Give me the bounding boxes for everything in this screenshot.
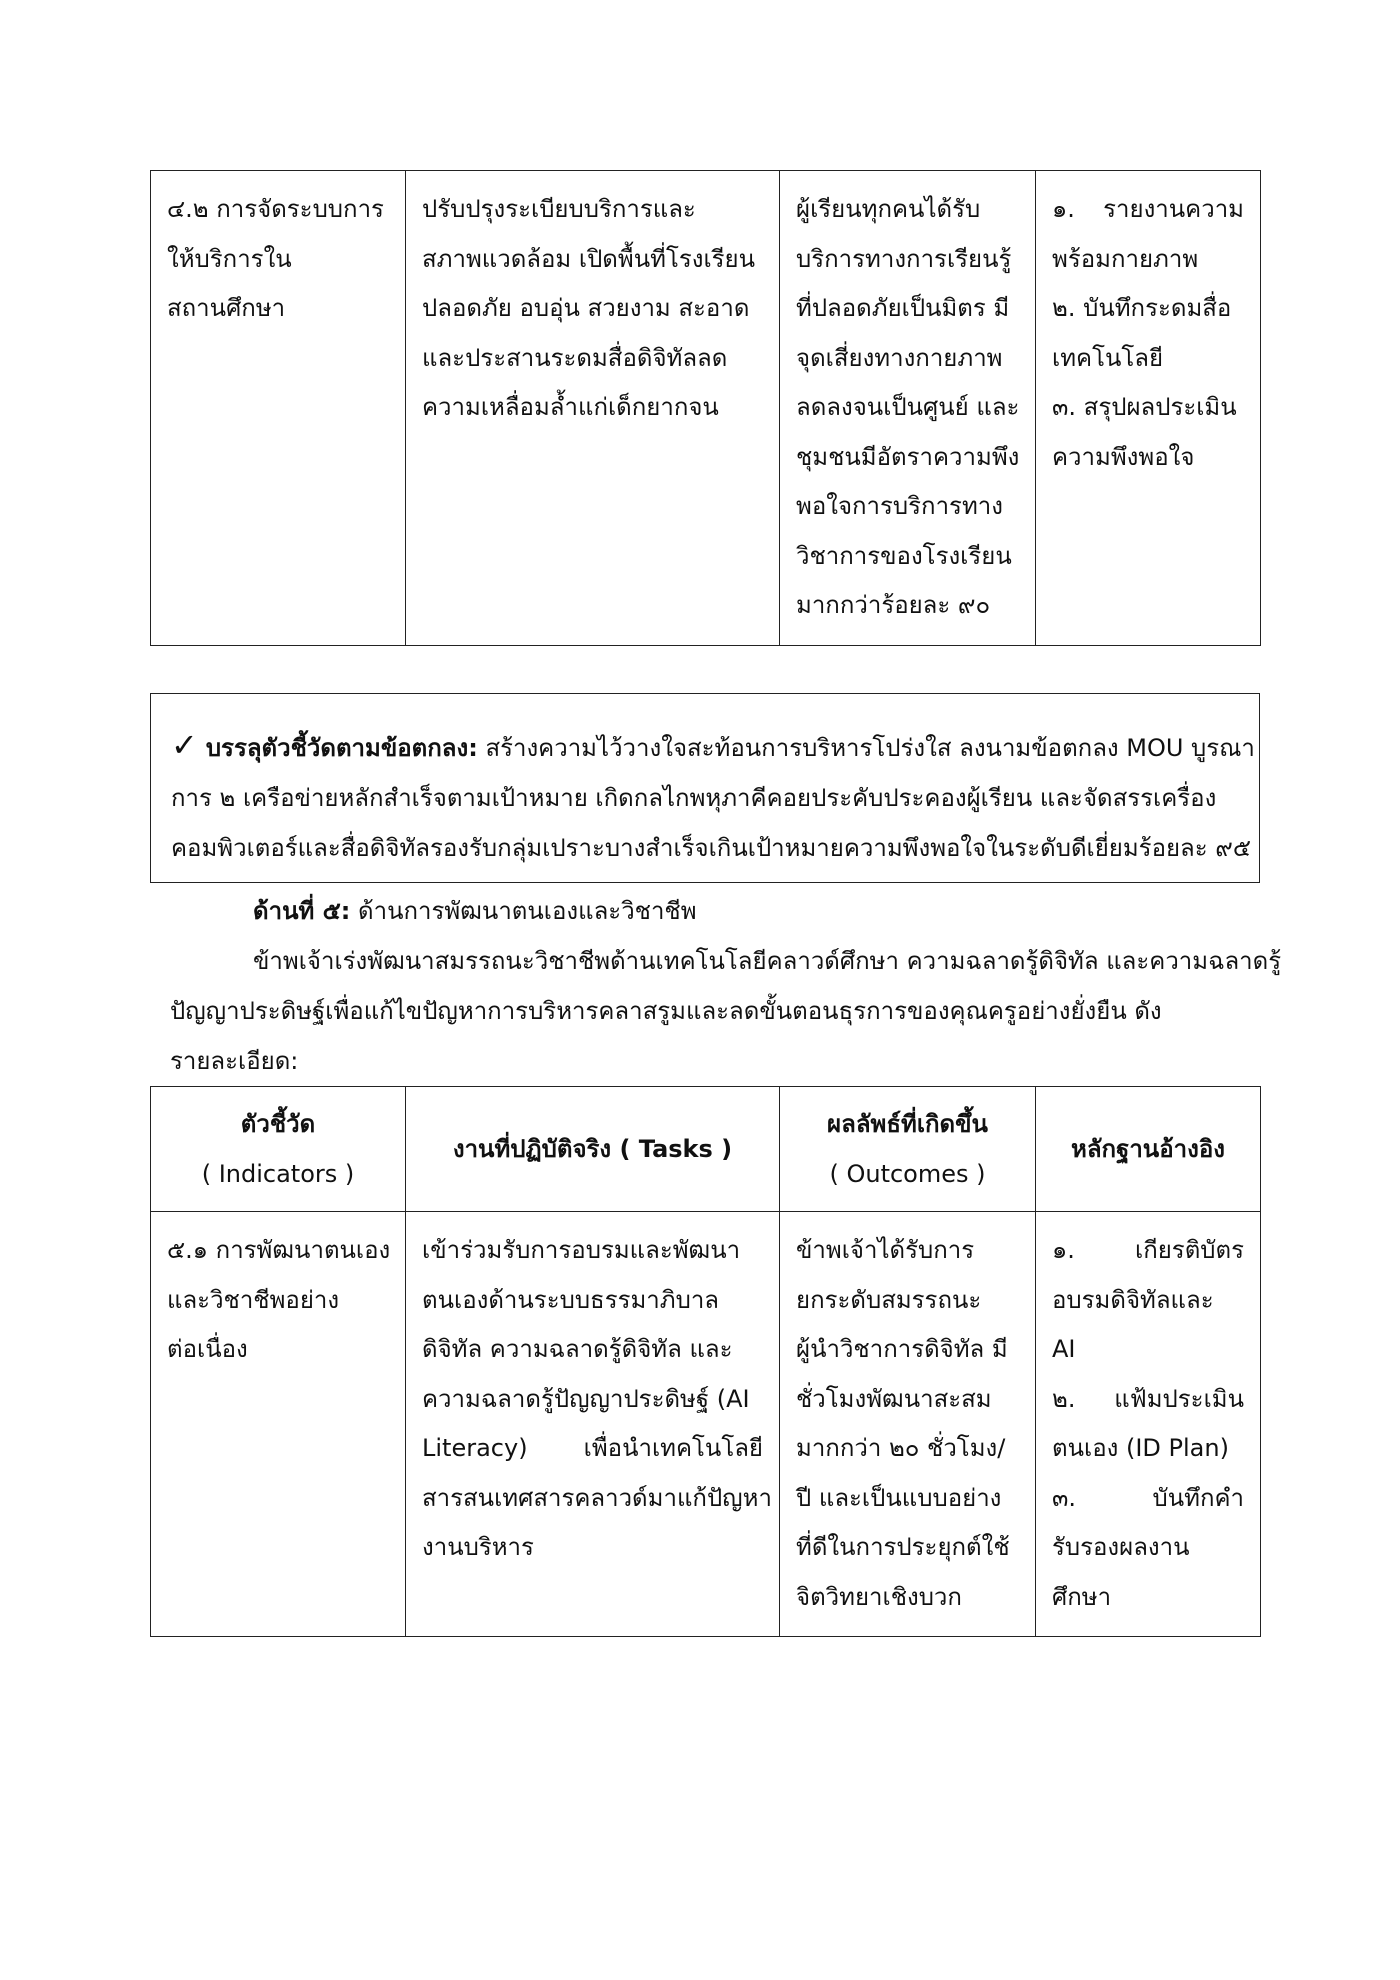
header-line: ตัวชี้วัด [240,1110,316,1138]
cell-line: ดิจิทัล ความฉลาดรู้ดิจิทัล และ [422,1335,733,1363]
cell-line: ๒. แฟ้มประเมิน [1052,1384,1244,1413]
cell-line: ให้บริการใน [167,244,292,273]
cell-line: สถานศึกษา [167,294,286,322]
cell-line: ปรับปรุงระเบียบบริการและ [422,195,696,223]
performance-table-section4 [150,170,1261,646]
agreement-line [171,720,1255,773]
header-evidence [1036,1087,1261,1212]
cell-line: ความฉลาดรู้ปัญญาประดิษฐ์ (AI [422,1384,750,1413]
cell-line: ชุมชนมีอัตราความพึง [796,442,1020,471]
cell-line: จุดเสี่ยงทางกายภาพ [796,343,1003,372]
cell-line: ที่ปลอดภัยเป็นมิตร มี [796,294,1010,322]
cell-line: จิตวิทยาเชิงบวก [796,1582,962,1611]
section-heading [253,886,697,936]
cell-line: ความเหลื่อมล้ำแก่เด็กยากจน [422,393,719,421]
cell-line: พอใจการบริการทาง [796,492,1003,520]
header-tasks [406,1087,780,1212]
paragraph-line: รายละเอียด: [170,1047,299,1075]
evidence-cell [1036,1212,1261,1637]
agreement-line: คอมพิวเตอร์และสื่อดิจิทัลรองรับกลุ่มเปราะบางสำเร็จเกินเป้าหมายความพึงพอใจในระดับดีเยี่ยมร้อยละ ๙๕ [171,834,1252,862]
cell-line: ผู้นำวิชาการดิจิทัล มี [796,1335,1008,1363]
table-header-row [151,1087,1261,1212]
indicator-cell [151,1212,406,1637]
cell-line: เข้าร่วมรับการอบรมและพัฒนา [422,1236,741,1264]
header-indicators [151,1087,406,1212]
indicator-cell [151,171,406,646]
cell-line: สารสนเทศสารคลาวด์มาแก้ปัญหา [422,1483,772,1512]
header-line: หลักฐานอ้างอิง [1071,1135,1225,1163]
cell-line: AI [1052,1335,1076,1363]
cell-line: ๒. บันทึกระดมสื่อ [1052,294,1232,322]
section-title: ด้านการพัฒนาตนเองและวิชาชีพ [358,897,697,925]
table-row [151,1212,1261,1637]
cell-line: ที่ดีในการประยุกต์ใช้ [796,1533,1010,1561]
cell-line: ปลอดภัย อบอุ่น สวยงาม สะอาด [422,294,750,322]
cell-line: และวิชาชีพอย่าง [167,1285,340,1314]
cell-line: เทคโนโลยี [1052,343,1164,372]
evidence-cell [1036,171,1261,646]
cell-line: ๑. รายงานความ [1052,195,1244,223]
cell-line: พร้อมกายภาพ [1052,244,1199,273]
cell-line: มากกว่า ๒๐ ชั่วโมง/ [796,1434,1006,1462]
cell-line: ๔.๒ การจัดระบบการ [167,195,384,223]
cell-line: บริการทางการเรียนรู้ [796,244,1012,273]
cell-line: ผู้เรียนทุกคนได้รับ [796,195,981,223]
cell-line: ข้าพเจ้าได้รับการ [796,1236,975,1264]
header-line: ( Indicators ) [201,1160,355,1188]
agreement-text: สร้างความไว้วางใจสะท้อนการบริหารโปร่งใส ลงนามข้อตกลง MOU บูรณา [485,734,1255,762]
cell-line: ๕.๑ การพัฒนาตนเอง [167,1236,391,1264]
cell-line: สภาพแวดล้อม เปิดพื้นที่โรงเรียน [422,244,755,273]
cell-line: ความพึงพอใจ [1052,442,1195,471]
cell-line: ยกระดับสมรรถนะ [796,1285,982,1314]
cell-line: อบรมดิจิทัลและ [1052,1285,1214,1314]
cell-line: ๓. บันทึกคำ [1052,1483,1244,1512]
tasks-cell [406,1212,780,1637]
cell-line: ต่อเนื่อง [167,1335,248,1363]
outcomes-cell [780,171,1036,646]
header-outcomes [780,1087,1036,1212]
cell-line: และประสานระดมสื่อดิจิทัลลด [422,343,728,372]
cell-line: Literacy) เพื่อนำเทคโนโลยี [422,1434,763,1462]
cell-line: ปี และเป็นแบบอย่าง [796,1483,1002,1512]
agreement-label: บรรลุตัวชี้วัดตามข้อตกลง: [205,734,478,762]
paragraph-line: ปัญญาประดิษฐ์เพื่อแก้ไขปัญหาการบริหารคลาสรูมและลดขั้นตอนธุรการของคุณครูอย่างยั่งยืน ดัง [170,997,1162,1025]
section-number: ด้านที่ ๕: [253,897,351,925]
check-icon: ✓ [171,726,198,764]
cell-line: ตนเองด้านระบบธรรมาภิบาล [422,1285,720,1314]
agreement-line: การ ๒ เครือข่ายหลักสำเร็จตามเป้าหมาย เกิดกลไกพหุภาคีคอยประคับประคองผู้เรียน และจัดสรรเครื่อง [171,784,1217,812]
section-paragraph [170,936,1282,1086]
header-line: ผลลัพธ์ที่เกิดขึ้น [827,1110,988,1138]
cell-line: ตนเอง (ID Plan) [1052,1434,1229,1462]
cell-line: ๑. เกียรติบัตร [1052,1236,1244,1264]
paragraph-line: ข้าพเจ้าเร่งพัฒนาสมรรถนะวิชาชีพด้านเทคโนโลยีคลาวด์ศึกษา ความฉลาดรู้ดิจิทัล และความฉลาดรู้ [253,947,1282,975]
cell-line: ลดลงจนเป็นศูนย์ และ [796,393,1020,421]
cell-line: มากกว่าร้อยละ ๙๐ [796,591,991,619]
header-line: งานที่ปฏิบัติจริง ( Tasks ) [452,1135,733,1163]
cell-line: ๓. สรุปผลประเมิน [1052,393,1237,421]
agreement-summary-box [150,693,1260,883]
table-row [151,171,1261,646]
header-line: ( Outcomes ) [829,1160,986,1188]
cell-line: รับรองผลงาน [1052,1533,1190,1561]
performance-table-section5 [150,1086,1261,1637]
cell-line: วิชาการของโรงเรียน [796,541,1012,570]
cell-line: ชั่วโมงพัฒนาสะสม [796,1384,992,1413]
cell-line: งานบริหาร [422,1533,534,1561]
cell-line: ศึกษา [1052,1582,1112,1611]
tasks-cell [406,171,780,646]
outcomes-cell [780,1212,1036,1637]
